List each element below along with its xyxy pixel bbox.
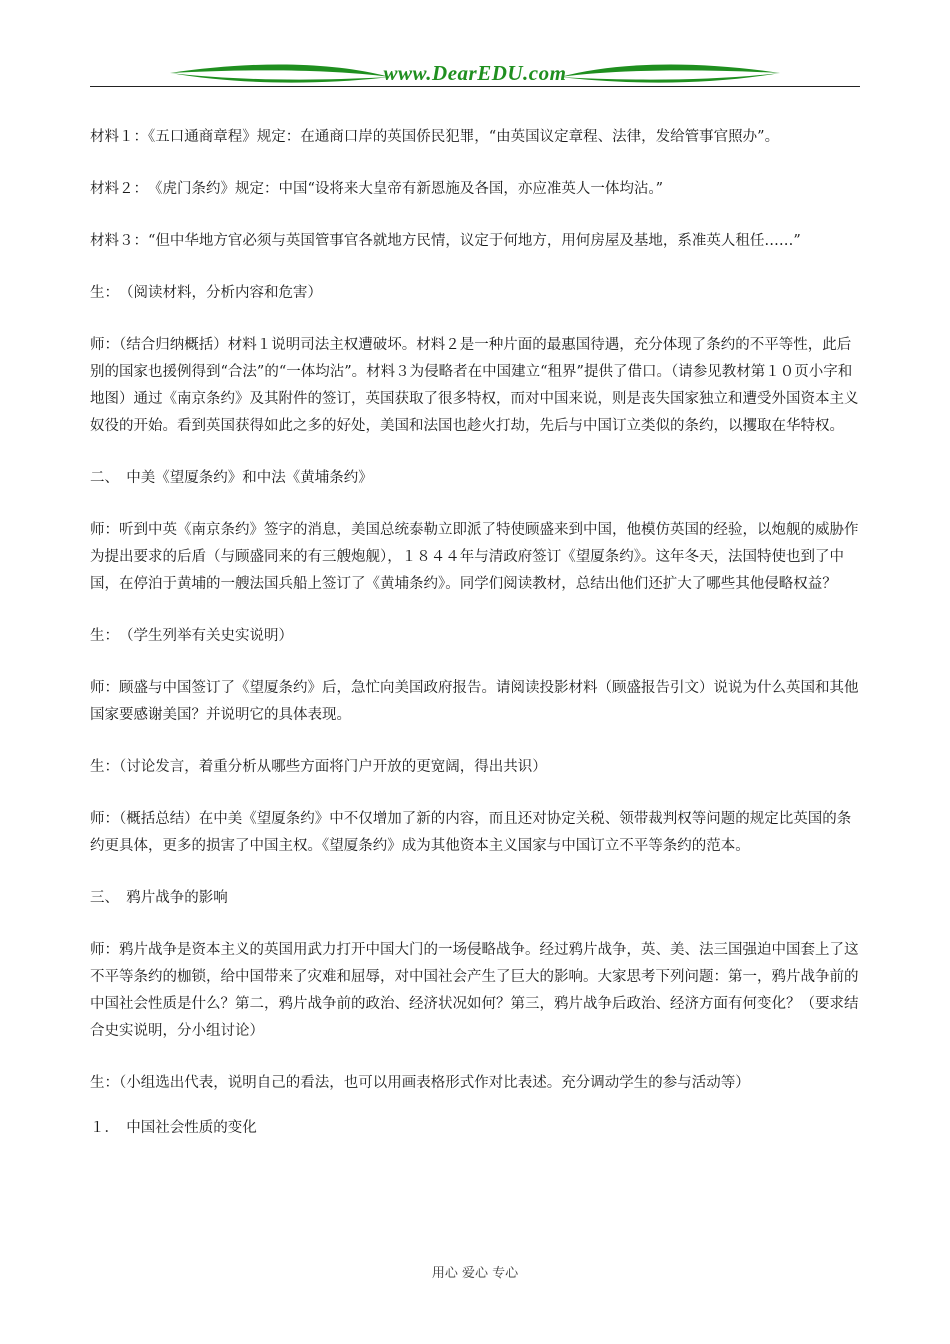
material-3-paragraph: 材料３：“但中华地方官必须与英国管事官各就地方民情，议定于何地方，用何房屋及基地，系准英人租任……” (90, 233, 801, 249)
subsection-1-heading: １． 中国社会性质的变化 (90, 1120, 257, 1136)
document-body (90, 124, 862, 1167)
section-2-heading: 二、 中美《望厦条约》和中法《黄埔条约》 (90, 470, 373, 486)
student-list-paragraph: 生： （学生列举有关史实说明） (90, 628, 293, 644)
section-3-heading: 三、 鸦片战争的影响 (90, 890, 228, 906)
material-1-paragraph: 材料１：《五口通商章程》规定：在通商口岸的英国侨民犯罪，“由英国议定章程、法律，发给管事官照办”。 (90, 129, 780, 145)
teacher-gusheng-paragraph: 师：顾盛与中国签订了《望厦条约》后，急忙向美国政府报告。请阅读投影材料（顾盛报告引文）说说为什么英国和其他国家要感谢美国？并说明它的具体表现。 (90, 680, 859, 723)
material-2-paragraph: 材料２： 《虎门条约》规定：中国“设将来大皇帝有新恩施及各国，亦应准英人一体均沾。” (90, 181, 664, 197)
teacher-impact-paragraph: 师：鸦片战争是资本主义的英国用武力打开中国大门的一场侵略战争。经过鸦片战争，英、美、法三国强迫中国套上了这不平等条约的枷锁，给中国带来了灾难和屈辱，对中国社会产生了巨大的影响。大家思考下列问题：第一，鸦片战争前的中国社会性质是什么？第二，鸦片战争前的政治、经济状况如何？第三，鸦片战争后政治、经济方面有何变化？（要求结合史实说明，分小组讨论） (90, 942, 859, 1039)
student-reading-paragraph: 生： （阅读材料，分析内容和危害） (90, 285, 322, 301)
site-logo-text: www.DearEDU.com (383, 61, 567, 85)
student-group-paragraph: 生：（小组选出代表，说明自己的看法，也可以用画表格形式作对比表述。充分调动学生的参与活动等） (90, 1075, 750, 1091)
student-discussion-paragraph: 生：（讨论发言，着重分析从哪些方面将门户开放的更宽阔，得出共识） (90, 759, 547, 775)
teacher-wangxia-paragraph: 师：听到中英《南京条约》签字的消息，美国总统泰勒立即派了特使顾盛来到中国，他模仿英国的经验，以炮舰的威胁作为提出要求的后盾（与顾盛同来的有三艘炮舰），１８４４年与清政府签订《望厦条约》。这年冬天，法国特使也到了中国，在停泊于黄埔的一艘法国兵船上签订了《黄埔条约》。同学们阅读教材，总结出他们还扩大了哪些其他侵略权益？ (90, 522, 859, 592)
page-footer: 用心 爱心 专心 (431, 1266, 519, 1281)
teacher-summary-paragraph: 师：（结合归纳概括）材料１说明司法主权遭破坏。材料２是一种片面的最惠国待遇，充分体现了条约的不平等性，此后别的国家也援例得到“合法”的“一体均沾”。材料３为侵略者在中国建立“租界”提供了借口。（请参见教材第１０页小字和地图）通过《南京条约》及其附件的签订，英国获取了很多特权，而对中国来说，则是丧失国家独立和遭受外国资本主义奴役的开始。看到英国获得如此之多的好处，美国和法国也趁火打劫，先后与中国订立类似的条约，以攫取在华特权。 (90, 337, 859, 434)
teacher-conclusion-paragraph: 师：（概括总结）在中美《望厦条约》中不仅增加了新的内容，而且还对协定关税、领带裁判权等问题的规定比英国的条约更具体，更多的损害了中国主权。《望厦条约》成为其他资本主义国家与中国订立不平等条约的范本。 (90, 811, 852, 854)
header-divider (90, 86, 860, 87)
